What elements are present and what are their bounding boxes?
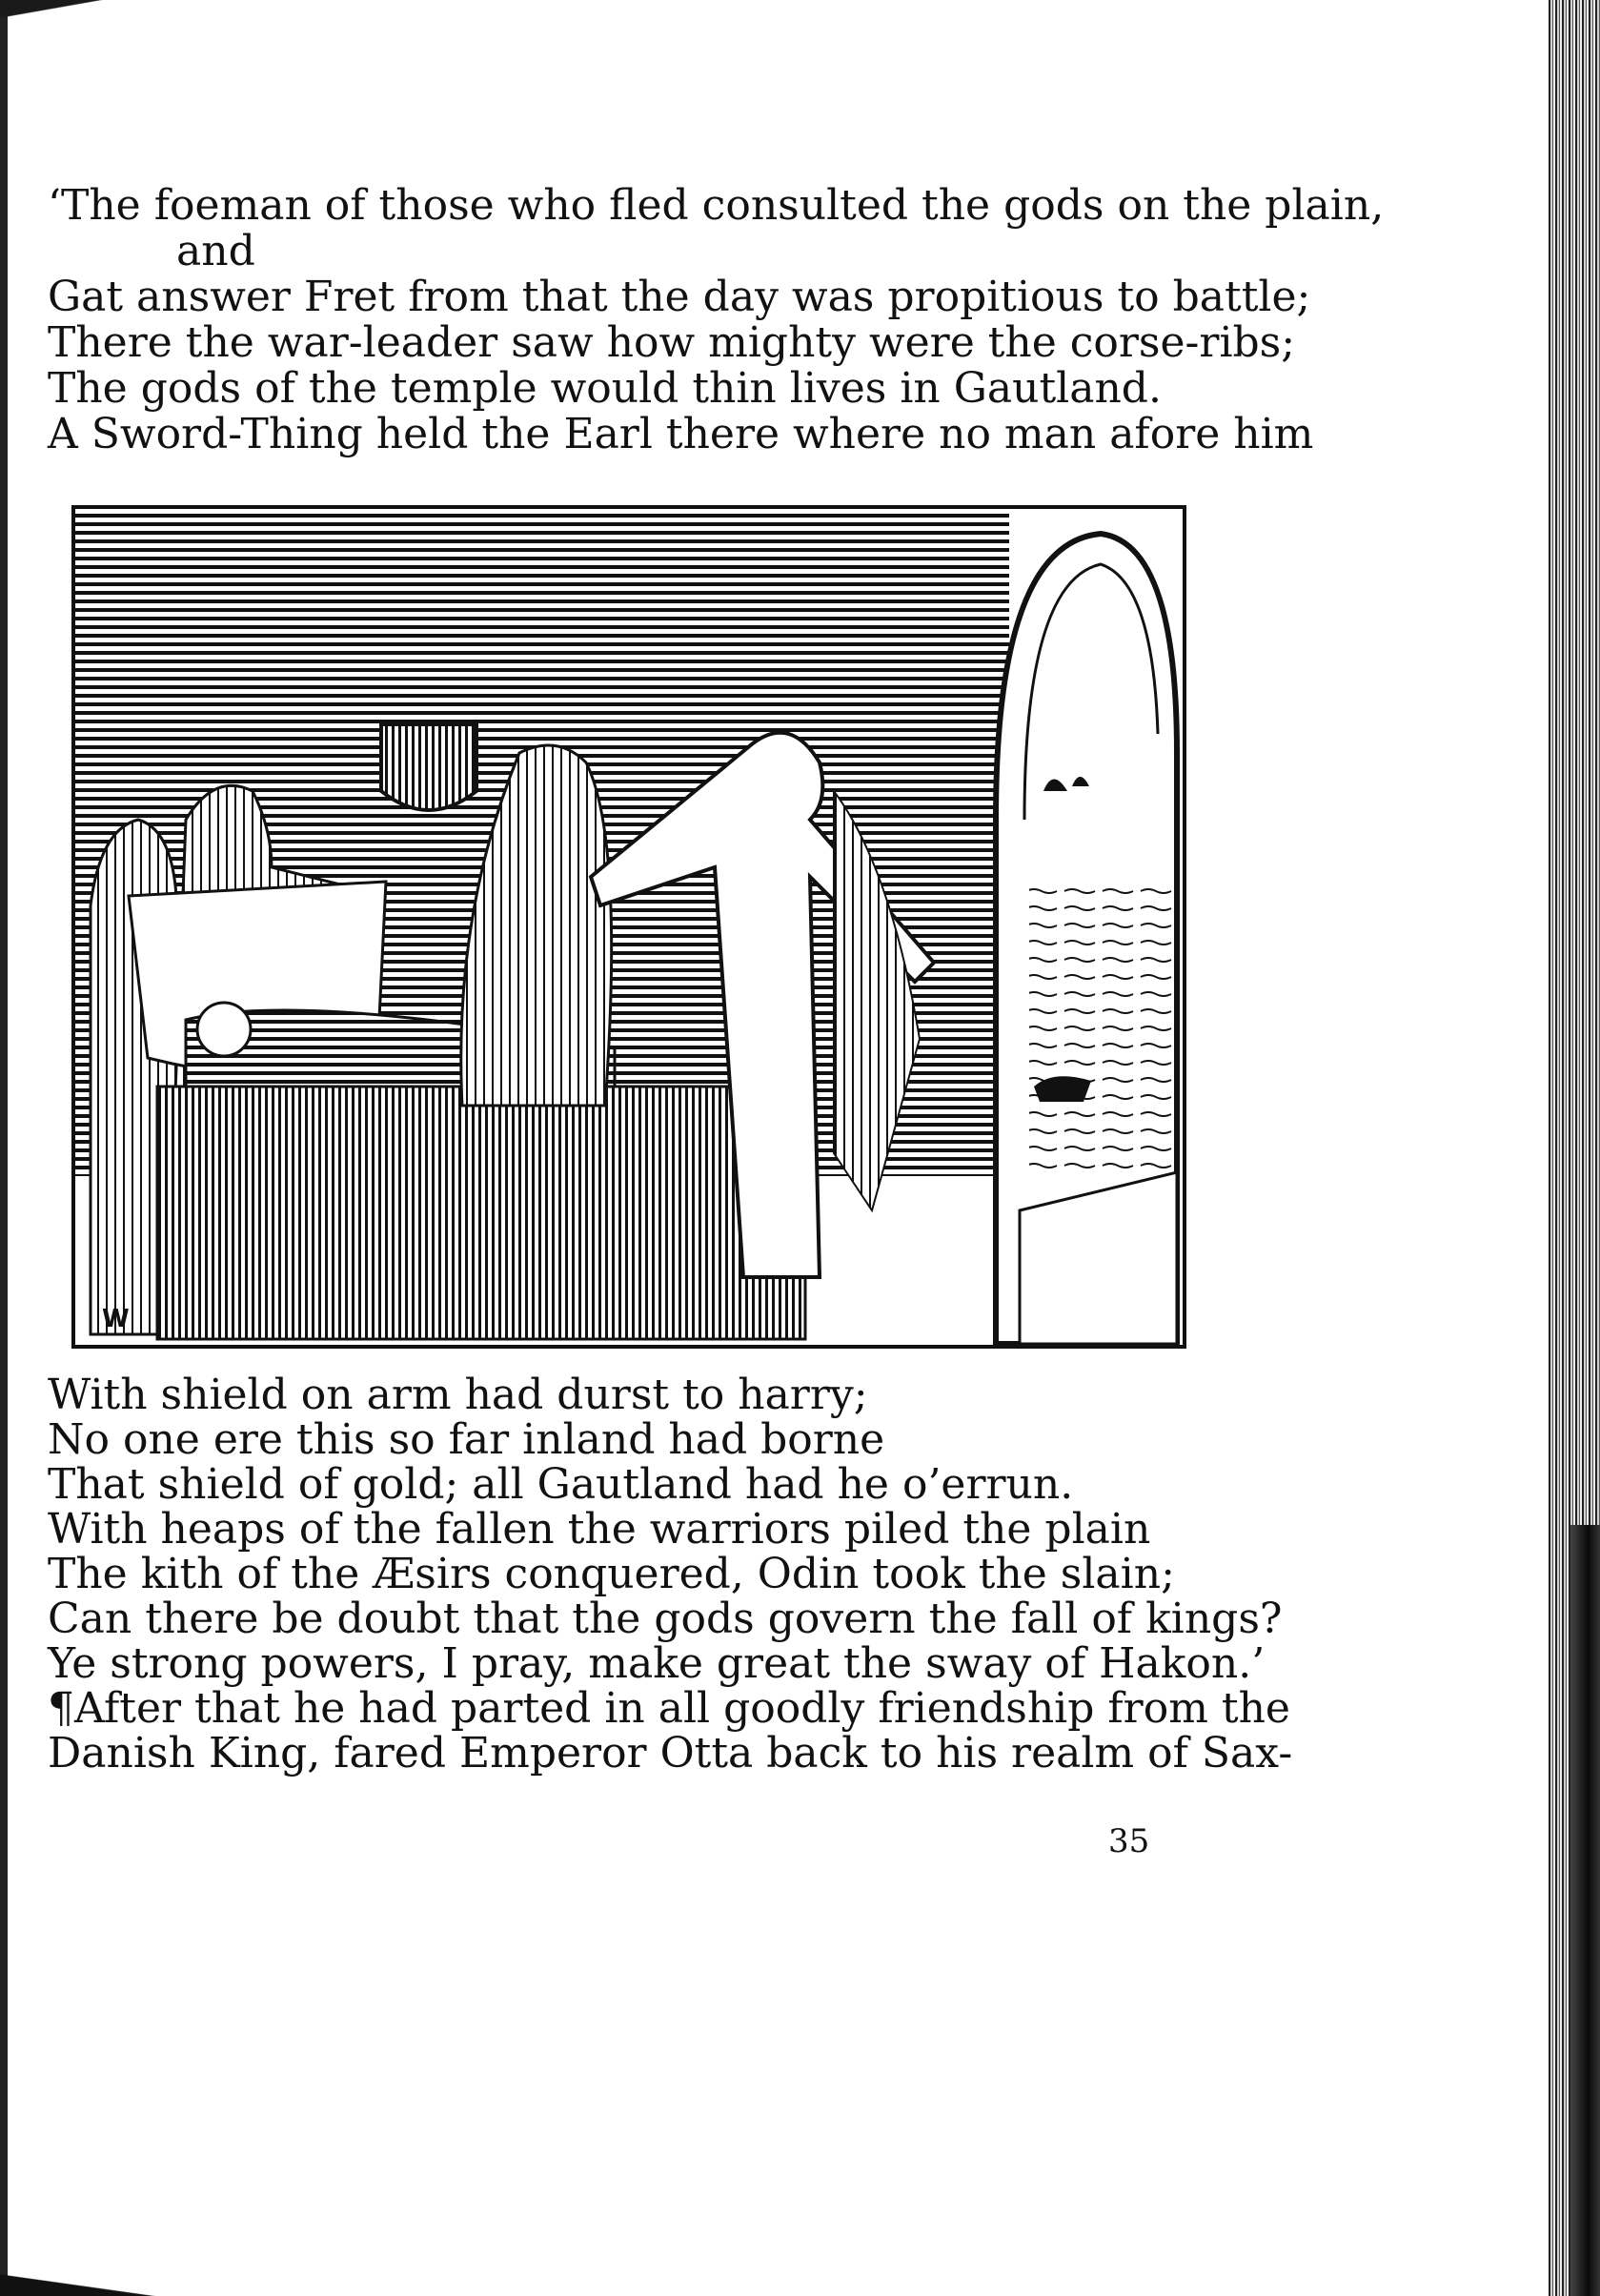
- text-line: Gat answer Fret from that the day was propitious to battle;: [48, 273, 1311, 321]
- text-line: That shield of gold; all Gautland had he o’errun.: [48, 1460, 1074, 1509]
- text-line: Ye strong powers, I pray, make great the sway of Hakon.’: [48, 1639, 1266, 1688]
- text-line: ¶After that he had parted in all goodly friendship from the: [48, 1684, 1290, 1733]
- text-line: A Sword-Thing held the Earl there where no man afore him: [48, 410, 1314, 458]
- text-line: The gods of the temple would thin lives in Gautland.: [48, 364, 1162, 413]
- woodcut-drawing: [71, 505, 1186, 1349]
- text-line: Danish King, fared Emperor Otta back to his realm of Sax-: [48, 1729, 1293, 1778]
- text-line: There the war-leader saw how mighty were the corse-ribs;: [48, 318, 1296, 367]
- scan-shadow-bottom: [0, 2239, 210, 2296]
- text-line: With shield on arm had durst to harry;: [48, 1371, 868, 1419]
- verse-bottom: [48, 1371, 1293, 1778]
- scan-left-edge: [0, 0, 8, 2296]
- verse-top: [48, 181, 1385, 458]
- text-line: With heaps of the fallen the warriors piled the plain: [48, 1505, 1151, 1554]
- bier: [157, 1087, 805, 1339]
- scan-shadow-top: [0, 0, 219, 38]
- artist-monogram: W: [102, 1305, 130, 1333]
- text-line: No one ere this so far inland had borne: [48, 1415, 885, 1464]
- text-line: ‘The foeman of those who fled consulted the gods on the plain,: [48, 181, 1385, 230]
- book-binding-shadow: [1570, 1525, 1600, 2296]
- text-line: The kith of the Æsirs conquered, Odin took the slain;: [48, 1550, 1175, 1598]
- text-line: and: [176, 227, 255, 275]
- wall-shield: [381, 724, 476, 810]
- page-number: 35: [1108, 1822, 1150, 1860]
- text-line: Can there be doubt that the gods govern the fall of kings?: [48, 1595, 1283, 1643]
- sea: [1029, 886, 1172, 1172]
- woodcut-illustration: [71, 505, 1186, 1349]
